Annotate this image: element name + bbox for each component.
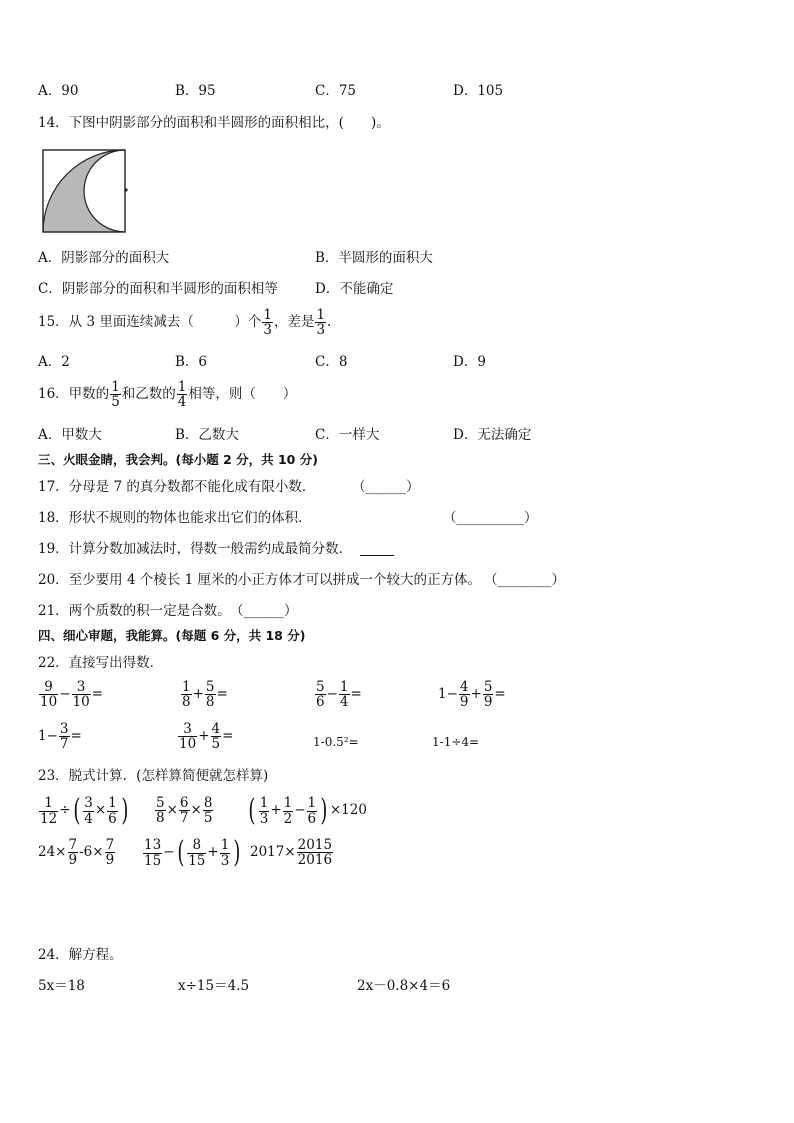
equals: =	[70, 727, 82, 744]
operator: −	[59, 685, 71, 702]
q15-option-a: A．2	[38, 354, 70, 370]
q16-option-a: A．甲数大	[38, 427, 102, 443]
q16-pre: 16．甲数的	[38, 385, 110, 402]
fraction: $\frac{4}{5}$	[211, 721, 221, 753]
fraction: $\frac{3}{10}$	[179, 721, 197, 753]
fraction: $\frac{2015}{2016}$	[297, 837, 333, 869]
q23-expr-6	[250, 838, 334, 867]
q13-option-a: A．90	[38, 83, 79, 99]
fraction: $\frac{1}{4}$	[339, 679, 349, 711]
equals: =	[350, 685, 362, 702]
fraction: $\frac{8}{15}$	[188, 837, 206, 869]
operator: −	[163, 844, 175, 861]
fraction: $\frac{5}{8}$	[156, 795, 165, 827]
q18-answer-blank[interactable]: （__________）	[443, 510, 538, 526]
left-paren: (	[72, 793, 80, 828]
q23-expr-1	[38, 793, 130, 828]
equals: =	[91, 685, 103, 702]
q20-text: 20．至少要用 4 个棱长 1 厘米的小正方体才可以拼成一个较大的正方体。	[38, 572, 482, 588]
equals: =	[222, 727, 234, 744]
operator: +	[270, 802, 282, 819]
q14-option-d: D．不能确定	[315, 281, 394, 297]
q16-end: 相等，则（ ）	[188, 385, 297, 402]
fraction: $\frac{4}{9}$	[459, 679, 469, 711]
fraction: $\frac{1}{6}$	[307, 795, 317, 827]
q24-equation-1: 5x＝18	[38, 978, 85, 994]
q19-answer-blank[interactable]	[360, 543, 394, 556]
q13-option-c: C．75	[315, 83, 357, 99]
q24-equation-3: 2x－0.8×4＝6	[357, 978, 451, 994]
q21-text: 21．两个质数的积一定是合数。	[38, 603, 231, 619]
fraction: $\frac{3}{7}$	[59, 721, 69, 753]
right-paren: )	[320, 793, 328, 828]
fraction: $\frac{3}{10}$	[72, 679, 90, 711]
q22-expr-8: 1-1÷4=	[432, 735, 480, 749]
equals: =	[494, 685, 506, 702]
q23-stem: 23．脱式计算．(怎样算简便就怎样算)	[38, 768, 269, 784]
operator: −	[326, 685, 338, 702]
q22-expr-2	[180, 680, 228, 709]
fraction: $\frac{1}{12}$	[40, 795, 58, 827]
equals: =	[216, 685, 228, 702]
q22-expr-7: 1-0.5²=	[313, 735, 359, 749]
fraction: $\frac{9}{10}$	[40, 679, 58, 711]
fraction: $\frac{7}{9}$	[105, 837, 115, 869]
q22-expr-4	[438, 680, 506, 709]
q15-mid: ，差是	[273, 313, 315, 330]
q16-option-c: C．一样大	[315, 427, 380, 443]
operator: +	[192, 685, 204, 702]
operator: +	[470, 685, 482, 702]
q16-fraction-2: $\frac{1}{4}$	[177, 379, 187, 411]
q18-text: 18．形状不规则的物体也能求出它们的体积．	[38, 510, 312, 526]
q14-stem: 14．下图中阴影部分的面积和半圆形的面积相比，( )。	[38, 115, 390, 131]
q22-expr-5	[38, 722, 82, 751]
q20-answer-blank[interactable]: （________）	[484, 572, 565, 588]
q15-option-c: C．8	[315, 354, 348, 370]
q13-option-d: D．105	[453, 83, 504, 99]
q14-figure	[40, 147, 132, 235]
operator: −	[294, 802, 306, 819]
q13-option-b: B．95	[175, 83, 216, 99]
q23-expr-3	[246, 793, 367, 828]
q16-option-d: D．无法确定	[453, 427, 532, 443]
fraction: $\frac{5}{9}$	[483, 679, 493, 711]
right-paren: )	[121, 793, 129, 828]
fraction: $\frac{3}{4}$	[84, 795, 93, 827]
prefix: 24×	[38, 843, 67, 860]
q23-expr-2	[154, 796, 214, 825]
q15-end: .	[327, 313, 332, 330]
fraction: $\frac{7}{9}$	[68, 837, 78, 869]
fraction: $\frac{5}{6}$	[316, 679, 325, 711]
q16-stem	[38, 380, 296, 409]
operator: -6×	[79, 843, 104, 860]
q15-option-b: B．6	[175, 354, 208, 370]
q15-stem	[38, 308, 331, 337]
q15-fraction-1: $\frac{1}{3}$	[263, 307, 272, 339]
fraction: $\frac{8}{5}$	[203, 795, 213, 827]
fraction: $\frac{1}{3}$	[259, 795, 269, 827]
section-3-heading: 三、火眼金睛，我会判。(每小题 2 分，共 10 分)	[38, 452, 318, 467]
operator: ÷	[59, 802, 71, 819]
fraction: $\frac{1}{2}$	[283, 795, 293, 827]
prefix: 2017×	[250, 843, 296, 860]
q19-text: 19．计算分数加减法时，得数一般需约成最简分数．	[38, 541, 353, 557]
operator: +	[198, 727, 210, 744]
q21-answer-blank[interactable]: （______）	[230, 603, 298, 619]
q17-text: 17．分母是 7 的真分数都不能化成有限小数．	[38, 479, 316, 495]
q17-answer-blank[interactable]: （______）	[352, 479, 420, 495]
q22-expr-6	[177, 722, 233, 751]
q22-stem: 22．直接写出得数．	[38, 655, 164, 671]
suffix: ×120	[329, 802, 367, 819]
q16-mid: 和乙数的	[121, 385, 176, 402]
q24-equation-2: x÷15＝4.5	[178, 978, 250, 994]
left-paren: (	[248, 793, 256, 828]
operator: ×	[166, 801, 178, 818]
right-paren: )	[233, 835, 241, 870]
fraction: $\frac{1}{6}$	[108, 795, 117, 827]
q16-fraction-1: $\frac{1}{5}$	[111, 379, 120, 411]
q15-fraction-2: $\frac{1}{3}$	[316, 307, 326, 339]
q22-expr-1	[38, 680, 103, 709]
fraction: $\frac{1}{3}$	[220, 837, 230, 869]
prefix: 1−	[438, 685, 458, 702]
fraction: $\frac{5}{8}$	[205, 679, 215, 711]
q24-stem: 24．解方程。	[38, 947, 123, 963]
fraction: $\frac{1}{8}$	[182, 679, 191, 711]
q14-option-b: B．半圆形的面积大	[315, 250, 433, 266]
q15-option-d: D．9	[453, 354, 486, 370]
operator: ×	[94, 802, 107, 819]
fraction: $\frac{13}{15}$	[144, 837, 162, 869]
q16-option-b: B．乙数大	[175, 427, 239, 443]
q22-expr-3	[314, 680, 362, 709]
left-paren: (	[176, 835, 184, 870]
q15-pre: 15．从 3 里面连续减去（ ）个	[38, 313, 262, 330]
q14-option-a: A．阴影部分的面积大	[38, 250, 170, 266]
prefix: 1−	[38, 727, 58, 744]
q23-expr-5	[142, 835, 243, 870]
section-4-heading: 四、细心审题，我能算。(每题 6 分，共 18 分)	[38, 628, 306, 643]
q14-option-c: C．阴影部分的面积和半圆形的面积相等	[38, 281, 278, 297]
operator: ×	[190, 801, 202, 818]
operator: +	[207, 844, 219, 861]
q23-expr-4	[38, 838, 116, 867]
fraction: $\frac{6}{7}$	[179, 795, 189, 827]
